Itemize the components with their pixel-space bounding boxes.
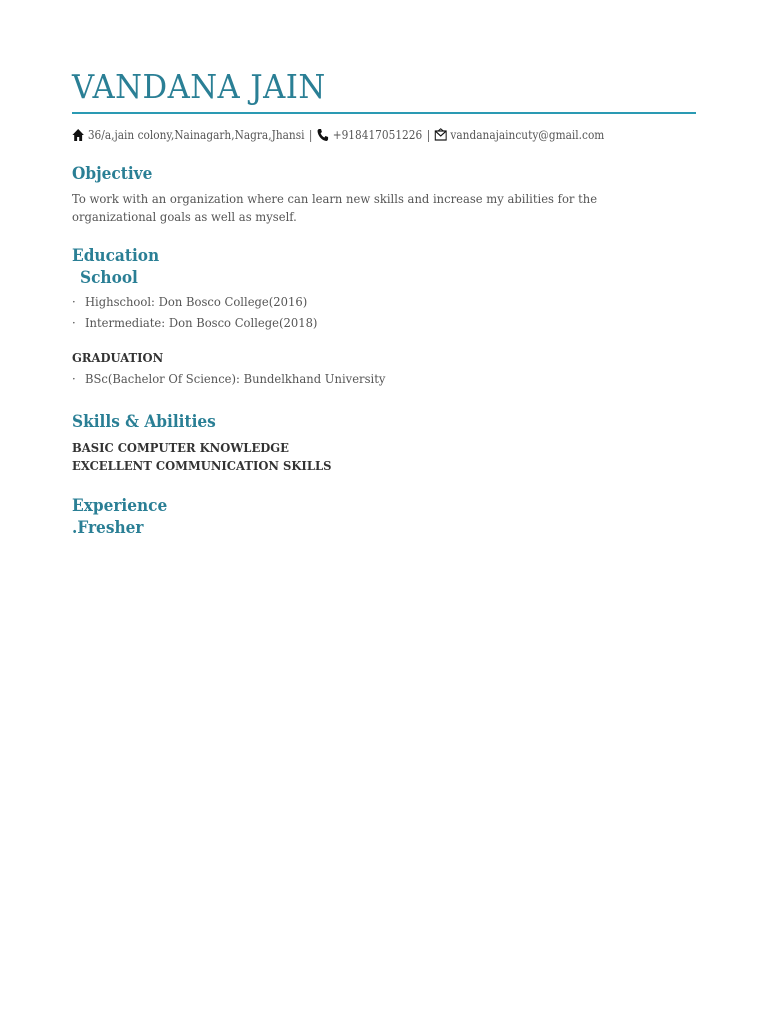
home-icon bbox=[72, 128, 84, 142]
objective-heading: Objective bbox=[72, 164, 153, 183]
graduation-heading: GRADUATION bbox=[72, 350, 164, 365]
bullet-marker: · bbox=[72, 315, 76, 330]
experience-heading: Experience bbox=[72, 496, 168, 515]
envelope-icon bbox=[435, 128, 447, 142]
resume-name: VANDANA JAIN bbox=[72, 67, 326, 106]
list-item bbox=[72, 314, 317, 332]
school-item: Intermediate: Don Bosco College(2018) bbox=[84, 315, 318, 330]
school-item: Highschool: Don Bosco College(2016) bbox=[84, 294, 308, 309]
contact-separator: | bbox=[426, 128, 431, 142]
experience-text: .Fresher bbox=[72, 518, 144, 537]
contact-email[interactable]: vandanajaincuty@gmail.com bbox=[450, 128, 605, 142]
skill-item: BASIC COMPUTER KNOWLEDGE bbox=[72, 440, 289, 455]
contact-address: 36/a,jain colony,Nainagarh,Nagra,Jhansi bbox=[87, 128, 305, 142]
list-item bbox=[72, 293, 307, 311]
graduation-item: BSc(Bachelor Of Science): Bundelkhand University bbox=[84, 371, 386, 386]
list-item bbox=[72, 370, 385, 388]
contact-line bbox=[72, 125, 604, 145]
contact-separator: | bbox=[308, 128, 313, 142]
objective-text: To work with an organization where can learn new skills and increase my abilities for the organizational goals as well as myself. bbox=[72, 191, 598, 224]
phone-icon bbox=[317, 128, 329, 142]
contact-phone: +918417051226 bbox=[332, 128, 423, 142]
bullet-marker: · bbox=[72, 371, 76, 386]
bullet-marker: · bbox=[72, 294, 76, 309]
name-divider bbox=[72, 112, 696, 114]
skills-heading: Skills & Abilities bbox=[72, 412, 216, 431]
skill-item: EXCELLENT COMMUNICATION SKILLS bbox=[72, 458, 332, 473]
education-heading: Education bbox=[72, 246, 160, 265]
school-heading: School bbox=[80, 268, 138, 287]
